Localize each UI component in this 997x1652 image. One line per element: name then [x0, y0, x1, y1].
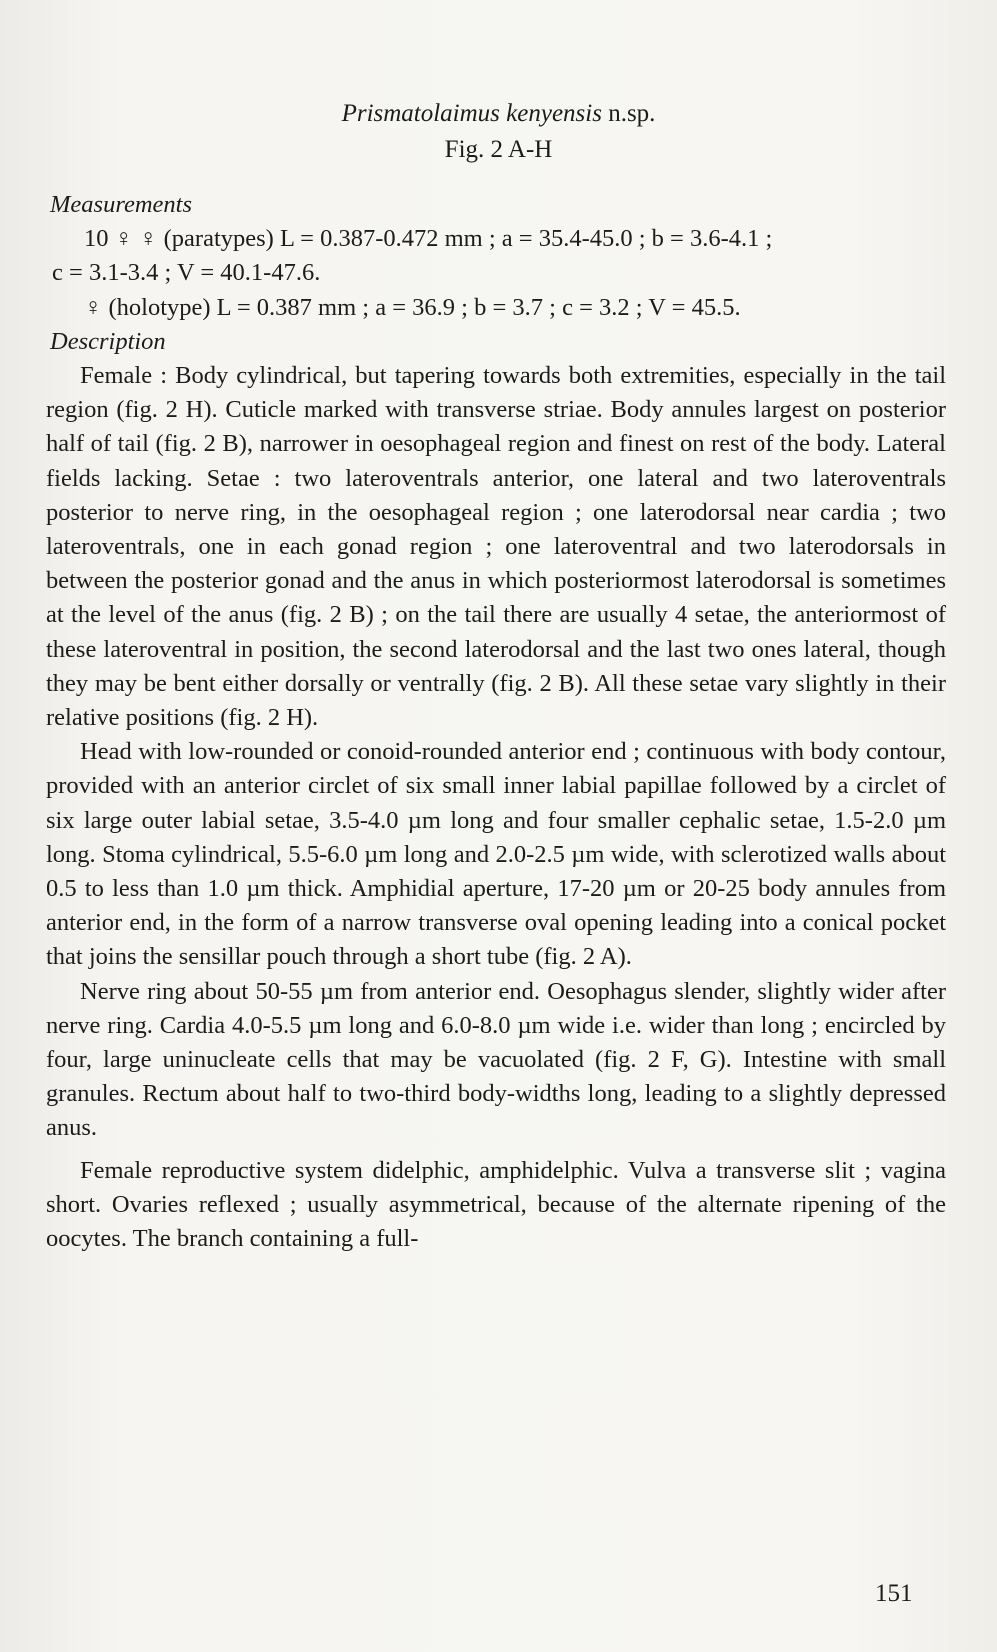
measurements-line-3: ♀ (holotype) L = 0.387 mm ; a = 36.9 ; b = 3.7 ; c = 3.2 ; V = 45.5.: [84, 293, 741, 321]
species-suffix: n.sp.: [601, 100, 656, 127]
species-title: [0, 96, 997, 132]
description-paragraph-female: Female : Body cylindrical, but tapering towards both extremities, especially in the tail region (fig. 2 H). Cuticle marked with transverse striae. Body annules largest on posterior half of tail (fig. 2 B), narrower in oesophageal region and finest on rest of the body. Lateral fields lacking. Setae : two lateroventrals anterior, one lateral and two lateroventrals posterior to nerve ring, in the oesophageal region ; one laterodorsal near cardia ; two lateroventrals, one in each gonad region ; one lateroventral and two laterodorsals in between the posterior gonad and the anus in which posteriormost laterodorsal is sometimes at the level of the anus (fig. 2 B) ; on the tail there are usually 4 setae, the anteriormost of these lateroventral in position, the second laterodorsal and the last two ones lateral, though they may be bent either dorsally or ventrally (fig. 2 B). All these setae vary slightly in their relative positions (fig. 2 H).: [46, 362, 946, 732]
page-number: 151: [875, 1580, 913, 1607]
species-name: Prismatolaimus kenyensis: [341, 100, 602, 127]
description-paragraph-head: Head with low-rounded or conoid-rounded anterior end ; continuous with body contour, provided with an anterior circlet of six small inner labial papillae followed by a circlet of six large outer labial setae, 3.5-4.0 µm long and four smaller cephalic setae, 1.5-2.0 µm long. Stoma cylindrical, 5.5-6.0 µm long and 2.0-2.5 µm wide, with sclerotized walls about 0.5 to less than 1.0 µm thick. Amphidial aperture, 17-20 µm or 20-25 body annules from anterior end, in the form of a narrow transverse oval opening leading into a conical pocket that joins the sensillar pouch through a short tube (fig. 2 A).: [46, 738, 946, 971]
measurements-heading: Measurements: [50, 191, 192, 218]
measurements-line-1: 10 ♀ ♀ (paratypes) L = 0.387-0.472 mm ; a = 35.4-45.0 ; b = 3.6-4.1 ;: [84, 225, 773, 253]
description-heading: Description: [50, 327, 166, 355]
figure-reference: Fig. 2 A-H: [444, 136, 553, 163]
description-paragraph-nerve-ring: Nerve ring about 50-55 µm from anterior end. Oesophagus slender, slightly wider after nerve ring. Cardia 4.0-5.5 µm long and 6.0-8.0 µm wide i.e. wider than long ; encircled by four, large uninucleate cells that may be vacuolated (fig. 2 F, G). Intestine with small granules. Rectum about half to two-third body-widths long, leading to a slightly depressed anus.: [46, 977, 946, 1142]
body-text: [46, 188, 946, 1256]
measurements-line-2: c = 3.1-3.4 ; V = 40.1-47.6.: [52, 259, 321, 287]
title-block: [0, 96, 997, 168]
description-paragraph-reproductive: Female reproductive system didelphic, amphidelphic. Vulva a transverse slit ; vagina short. Ovaries reflexed ; usually asymmetrical, because of the alternate ripening of the oocytes. The branch containing a full-: [46, 1156, 946, 1253]
